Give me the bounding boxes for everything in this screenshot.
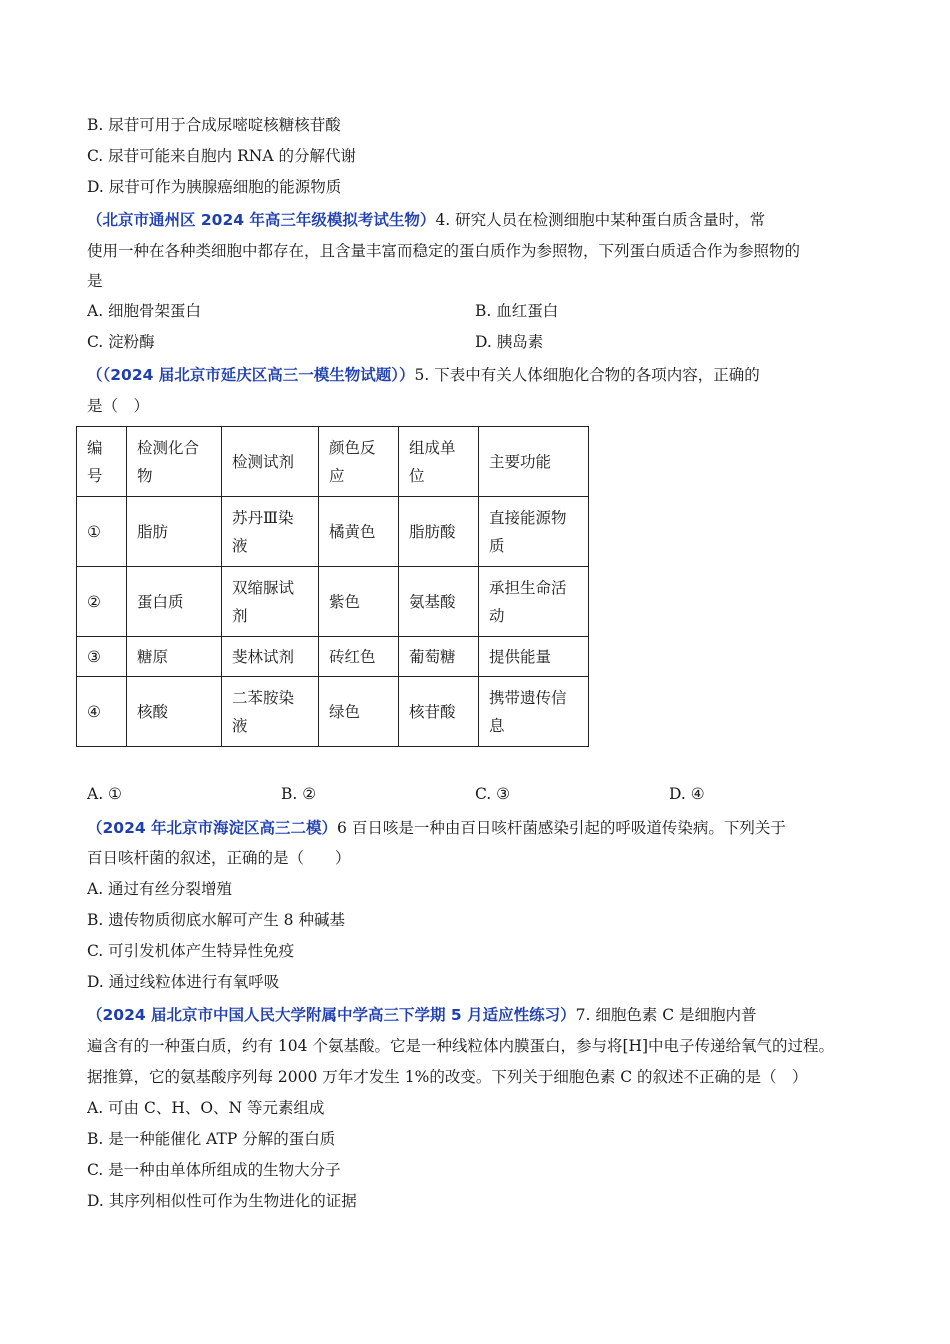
q4-option-b: B. 血红蛋白: [475, 302, 559, 320]
table-header-row: [77, 427, 589, 497]
table-row: [77, 677, 589, 747]
q3-option-d: D. 尿苷可作为胰腺癌细胞的能源物质: [87, 178, 342, 196]
table-header-cell: 检测试剂: [222, 427, 319, 497]
compound-table: [76, 426, 589, 747]
q7-option-a: A. 可由 C、H、O、N 等元素组成: [87, 1099, 325, 1117]
q4-option-c: C. 淀粉酶: [87, 333, 155, 351]
q6-option-b: B. 遗传物质彻底水解可产生 8 种碱基: [87, 911, 345, 929]
table-cell: 携带遗传信息: [479, 677, 589, 747]
q4-stem-text: 4. 研究人员在检测细胞中某种蛋白质含量时，常: [435, 211, 766, 229]
table-cell: 斐林试剂: [222, 637, 319, 677]
table-header-cell: 检测化合物: [127, 427, 222, 497]
q3-option-b: B. 尿苷可用于合成尿嘧啶核糖核苷酸: [87, 116, 341, 134]
table-cell: 直接能源物质: [479, 497, 589, 567]
table-cell: 核酸: [127, 677, 222, 747]
q4-source: （北京市通州区 2024 年高三年级模拟考试生物）: [87, 211, 436, 229]
q5-stem-line2: 是（ ）: [87, 397, 150, 415]
table-header-cell: 编号: [77, 427, 127, 497]
q6-stem-line1: [87, 817, 786, 839]
table-cell: ①: [77, 497, 127, 567]
q6-option-a: A. 通过有丝分裂增殖: [87, 880, 233, 898]
table-cell: 脂肪: [127, 497, 222, 567]
table-header-cell: 颜色反应: [319, 427, 399, 497]
table-cell: ④: [77, 677, 127, 747]
q3-option-c: C. 尿苷可能来自胞内 RNA 的分解代谢: [87, 147, 356, 165]
q7-stem-line1: [87, 1004, 757, 1026]
table-cell: 糖原: [127, 637, 222, 677]
q5-source: （（2024 届北京市延庆区高三一模生物试题））: [87, 366, 415, 384]
table-cell: 蛋白质: [127, 567, 222, 637]
table-cell: 提供能量: [479, 637, 589, 677]
q5-option-b: B. ②: [281, 785, 317, 803]
table-cell: 苏丹Ⅲ染液: [222, 497, 319, 567]
table-row: [77, 637, 589, 677]
q6-source: （2024 年北京市海淀区高三二模）: [87, 819, 338, 837]
q5-stem-line1: [87, 364, 760, 386]
q4-stem-line2: 使用一种在各种类细胞中都存在，且含量丰富而稳定的蛋白质作为参照物，下列蛋白质适合作为参照物的: [87, 242, 801, 260]
q6-option-d: D. 通过线粒体进行有氧呼吸: [87, 973, 280, 991]
q5-option-a: A. ①: [87, 785, 122, 803]
table-cell: 承担生命活动: [479, 567, 589, 637]
table-cell: 双缩脲试剂: [222, 567, 319, 637]
table-cell: 橘黄色: [319, 497, 399, 567]
q6-stem-line2: 百日咳杆菌的叙述，正确的是（ ）: [87, 849, 351, 867]
q4-option-d: D. 胰岛素: [475, 333, 544, 351]
table-cell: 脂肪酸: [399, 497, 479, 567]
table-cell: 二苯胺染液: [222, 677, 319, 747]
q6-stem-text: 6 百日咳是一种由百日咳杆菌感染引起的呼吸道传染病。下列关于: [337, 819, 786, 837]
q7-stem-line2: 遍含有的一种蛋白质，约有 104 个氨基酸。它是一种线粒体内膜蛋白，参与将[H]中电子传递给氧气的过程。: [87, 1037, 835, 1055]
q7-stem-line3: 据推算，它的氨基酸序列每 2000 万年才发生 1%的改变。下列关于细胞色素 C 的叙述不正确的是（ ）: [87, 1068, 808, 1086]
q6-option-c: C. 可引发机体产生特异性免疫: [87, 942, 295, 960]
q4-stem-line1: [87, 209, 765, 231]
q7-option-b: B. 是一种能催化 ATP 分解的蛋白质: [87, 1130, 336, 1148]
table-cell: 绿色: [319, 677, 399, 747]
table-row: [77, 497, 589, 567]
q5-stem-text: 5. 下表中有关人体细胞化合物的各项内容，正确的: [414, 366, 760, 384]
q4-stem-line3: 是: [87, 272, 103, 290]
table-cell: 葡萄糖: [399, 637, 479, 677]
table-header-cell: 主要功能: [479, 427, 589, 497]
table-header-cell: 组成单位: [399, 427, 479, 497]
table-cell: 紫色: [319, 567, 399, 637]
q7-stem-text: 7. 细胞色素 C 是细胞内普: [575, 1006, 757, 1024]
table-cell: ②: [77, 567, 127, 637]
q7-source: （2024 届北京市中国人民大学附属中学高三下学期 5 月适应性练习）: [87, 1006, 576, 1024]
q5-option-c: C. ③: [475, 785, 511, 803]
table-cell: 核苷酸: [399, 677, 479, 747]
table-cell: ③: [77, 637, 127, 677]
q7-option-c: C. 是一种由单体所组成的生物大分子: [87, 1161, 341, 1179]
q4-option-a: A. 细胞骨架蛋白: [87, 302, 202, 320]
table-cell: 砖红色: [319, 637, 399, 677]
q7-option-d: D. 其序列相似性可作为生物进化的证据: [87, 1192, 357, 1210]
table-row: [77, 567, 589, 637]
q5-option-d: D. ④: [669, 785, 705, 803]
table-cell: 氨基酸: [399, 567, 479, 637]
